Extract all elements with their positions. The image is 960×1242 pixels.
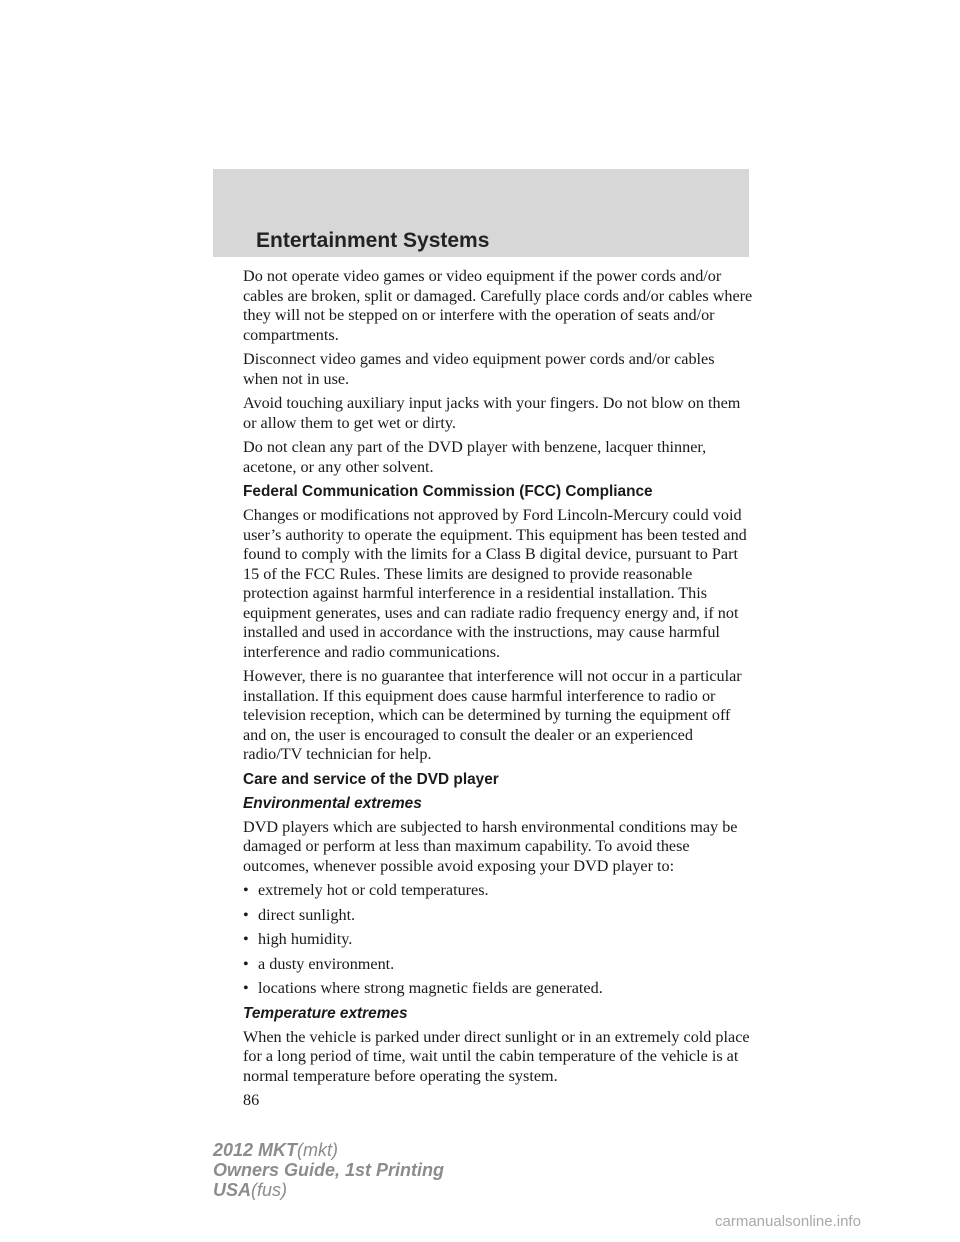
list-item xyxy=(243,955,753,975)
footer-line-guide xyxy=(213,1160,444,1180)
list-item xyxy=(243,881,753,901)
list-item xyxy=(243,906,753,926)
footer-guide: Owners Guide, 1st Printing xyxy=(213,1160,445,1180)
watermark: carmanualsonline.info xyxy=(715,1213,861,1230)
paragraph: Do not operate video games or video equipment if the power cords and/or cables are broken, split or damaged. Carefully place cords and/or cables where they will not be stepped on or interfere with the operation of seats and/or compartments. xyxy=(243,267,753,344)
paragraph: Do not clean any part of the DVD player with benzene, lacquer thinner, acetone, or any other solvent. xyxy=(243,438,707,476)
footer-model: 2012 MKT xyxy=(213,1140,298,1160)
list-item xyxy=(243,979,753,999)
paragraph: Changes or modifications not approved by Ford Lincoln-Mercury could void user’s authority to operate the equipment. This equipment has been tested and found to comply with the limits for a Class B digital device, pursuant to Part 15 of the FCC Rules. These limits are designed to provide reasonable protection against harmful interference in a residential installation. This equipment generates, uses and can radiate radio frequency energy and, if not installed and used in accordance with the instructions, may cause harmful interference and radio communications. xyxy=(243,506,747,661)
footer-market: USA xyxy=(213,1180,252,1200)
bullet-icon: • xyxy=(243,905,249,924)
list-item-text: extremely hot or cold temperatures. xyxy=(258,881,489,899)
print-footer xyxy=(213,1140,444,1200)
paragraph: Avoid touching auxiliary input jacks with your fingers. Do not blow on them or allow them to get wet or dirty. xyxy=(243,394,741,432)
paragraph: DVD players which are subjected to harsh environmental conditions may be damaged or perform at less than maximum capability. To avoid these outcomes, whenever possible avoid exposing your DVD player to: xyxy=(243,817,738,875)
environmental-heading: Environmental extremes xyxy=(243,794,422,812)
list-item-text: direct sunlight. xyxy=(258,905,356,924)
list-item-text: high humidity. xyxy=(258,930,353,948)
footer-line-model xyxy=(213,1140,444,1160)
list-item xyxy=(243,930,753,950)
bullet-icon: • xyxy=(243,979,249,997)
fcc-heading: Federal Communication Commission (FCC) Compliance xyxy=(243,483,653,500)
paragraph: Disconnect video games and video equipment power cords and/or cables when not in use. xyxy=(243,350,715,388)
footer-market-code: (fus) xyxy=(251,1180,288,1200)
bullet-list xyxy=(243,881,753,999)
bullet-icon: • xyxy=(243,930,249,948)
list-item-text: a dusty environment. xyxy=(258,954,395,973)
paragraph: When the vehicle is parked under direct sunlight or in an extremely cold place for a long period of time, wait until the cabin temperature of the vehicle is at normal temperature before operating the system. xyxy=(243,1027,750,1085)
temperature-heading: Temperature extremes xyxy=(243,1004,408,1022)
care-heading: Care and service of the DVD player xyxy=(243,770,499,788)
bullet-icon: • xyxy=(243,881,249,899)
page-number: 86 xyxy=(243,1091,260,1109)
page-content xyxy=(243,267,753,1111)
section-header-band xyxy=(213,169,749,257)
bullet-icon: • xyxy=(243,954,249,973)
list-item-text: locations where strong magnetic fields are generated. xyxy=(258,979,603,997)
footer-line-market xyxy=(213,1180,444,1200)
section-title: Entertainment Systems xyxy=(256,229,490,252)
paragraph: However, there is no guarantee that interference will not occur in a particular installation. If this equipment does cause harmful interference to radio or television reception, which can be determined by turning the equipment off and on, the user is encouraged to consult the dealer or an experienced radio/TV technician for help. xyxy=(243,667,742,763)
footer-model-code: (mkt) xyxy=(297,1140,339,1160)
